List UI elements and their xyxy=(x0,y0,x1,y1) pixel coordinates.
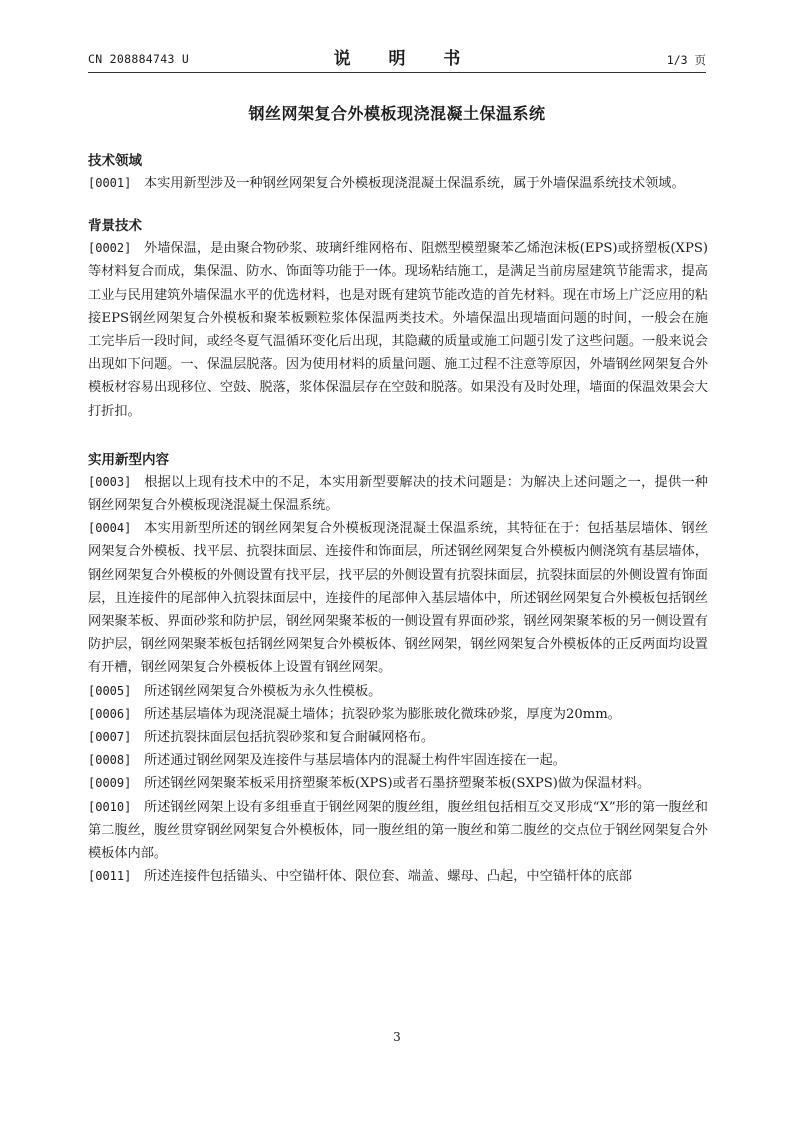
paragraph xyxy=(88,471,708,517)
paragraph xyxy=(88,703,708,726)
paragraph xyxy=(88,865,708,888)
publication-number: CN 208884743 U xyxy=(88,52,190,66)
paragraph-number: [0002] xyxy=(88,241,132,256)
paragraph xyxy=(88,749,708,772)
page-info: 1/3 页 xyxy=(666,53,706,67)
section-heading: 技术领域 xyxy=(88,153,142,169)
paragraph xyxy=(88,237,708,423)
paragraph-text: 所述钢丝网架聚苯板采用挤塑聚苯板(XPS)或者石墨挤塑聚苯板(SXPS)做为保温材料。 xyxy=(144,776,651,792)
book-title: 说 明 书 xyxy=(333,49,477,69)
page-number: 3 xyxy=(393,1030,401,1044)
paragraph-number: [0001] xyxy=(88,176,132,190)
paragraph-text: 本实用新型所述的钢丝网架复合外模板现浇混凝土保温系统，其特征在于：包括基层墙体、钢丝网架复合外模板、找平层、抗裂抹面层、连接件和饰面层，所述钢丝网架复合外模板内侧浇筑有基层墙体，钢丝网架复合外模板的外侧设置有找平层，找平层的外侧设置有抗裂抹面层，抗裂抹面层的外侧设置有饰面层，且连接件的尾部伸入抗裂抹面层中，连接件的尾部伸入基层墙体中，所述钢丝网架复合外模板包括钢丝网架聚苯板、界面砂浆和防护层，钢丝网架聚苯板的一侧设置有界面砂浆，钢丝网架聚苯板的另一侧设置有防护层，钢丝网架聚苯板包括钢丝网架复合外模板体、钢丝网架，钢丝网架复合外模板体的正反两面均设置有开槽，钢丝网架复合外模板体上设置有钢丝网架。 xyxy=(88,521,708,676)
paragraph xyxy=(88,726,708,749)
paragraph-text: 根据以上现有技术中的不足，本实用新型要解决的技术问题是：为解决上述问题之一，提供一种钢丝网架复合外模板现浇混凝土保温系统。 xyxy=(88,474,708,514)
paragraph-number: [0010] xyxy=(88,799,132,814)
paragraph-text: 所述基层墙体为现浇混凝土墙体；抗裂砂浆为膨胀玻化微珠砂浆，厚度为20mm。 xyxy=(144,706,621,722)
paragraph xyxy=(88,172,708,195)
paragraph xyxy=(88,680,708,703)
paragraph-number: [0003] xyxy=(88,474,132,489)
paragraph-text: 本实用新型涉及一种钢丝网架复合外模板现浇混凝土保温系统，属于外墙保温系统技术领域。 xyxy=(144,176,685,191)
paragraph-text: 所述通过钢丝网架及连接件与基层墙体内的混凝土构件牢固连接在一起。 xyxy=(144,753,566,769)
paragraph xyxy=(88,772,708,795)
paragraph-number: [0004] xyxy=(88,521,132,536)
section-heading: 背景技术 xyxy=(88,218,142,235)
paragraph-number: [0011] xyxy=(88,869,132,884)
paragraph-text: 所述钢丝网架复合外模板为永久性模板。 xyxy=(144,683,382,699)
paragraph-text: 所述连接件包括锚头、中空锚杆体、限位套、端盖、螺母、凸起，中空锚杆体的底部 xyxy=(144,869,632,885)
document-body xyxy=(88,150,708,888)
paragraph-number: [0006] xyxy=(88,706,132,721)
paragraph xyxy=(88,796,708,866)
paragraph-text: 所述钢丝网架上设有多组垂直于钢丝网架的腹丝组，腹丝组包括相互交叉形成“X”形的第一腹丝和第二腹丝，腹丝贯穿钢丝网架复合外模板体，同一腹丝组的第一腹丝和第二腹丝的交点位于钢丝网架复合外模板体内部。 xyxy=(88,799,708,862)
document-title: 钢丝网架复合外模板现浇混凝土保温系统 xyxy=(248,104,546,123)
paragraph-number: [0009] xyxy=(88,776,132,791)
paragraph-number: [0008] xyxy=(88,753,132,768)
paragraph xyxy=(88,517,708,679)
paragraph-number: [0005] xyxy=(88,683,132,698)
paragraph-number: [0007] xyxy=(88,730,132,745)
paragraph-text: 外墙保温，是由聚合物砂浆、玻璃纤维网格布、阻燃型模塑聚苯乙烯泡沫板(EPS)或挤塑板(XPS)等材料复合而成，集保温、防水、饰面等功能于一体。现场粘结施工，是满足当前房屋建筑节能需求，提高工业与民用建筑外墙保温水平的优选材料，也是对既有建筑节能改造的首先材料。现在市场上广泛应用的粘接EPS钢丝网架复合外模板和聚苯板颗粒浆体保温两类技术。外墙保温出现墙面问题的时间，一般会在施工完毕后一段时间，或经冬夏气温循环变化后出现，其隐藏的质量或施工问题引发了这些问题。一般来说会出现如下问题。一、保温层脱落。因为使用材料的质量问题、施工过程不注意等原因，外墙钢丝网架复合外模板材容易出现移位、空鼓、脱落，浆体保温层存在空鼓和脱落。如果没有及时处理，墙面的保温效果会大打折扣。 xyxy=(88,241,708,419)
page-header xyxy=(88,44,706,70)
header-divider xyxy=(88,72,706,73)
paragraph-text: 所述抗裂抹面层包括抗裂砂浆和复合耐碱网格布。 xyxy=(144,730,435,746)
section-heading: 实用新型内容 xyxy=(88,451,169,468)
